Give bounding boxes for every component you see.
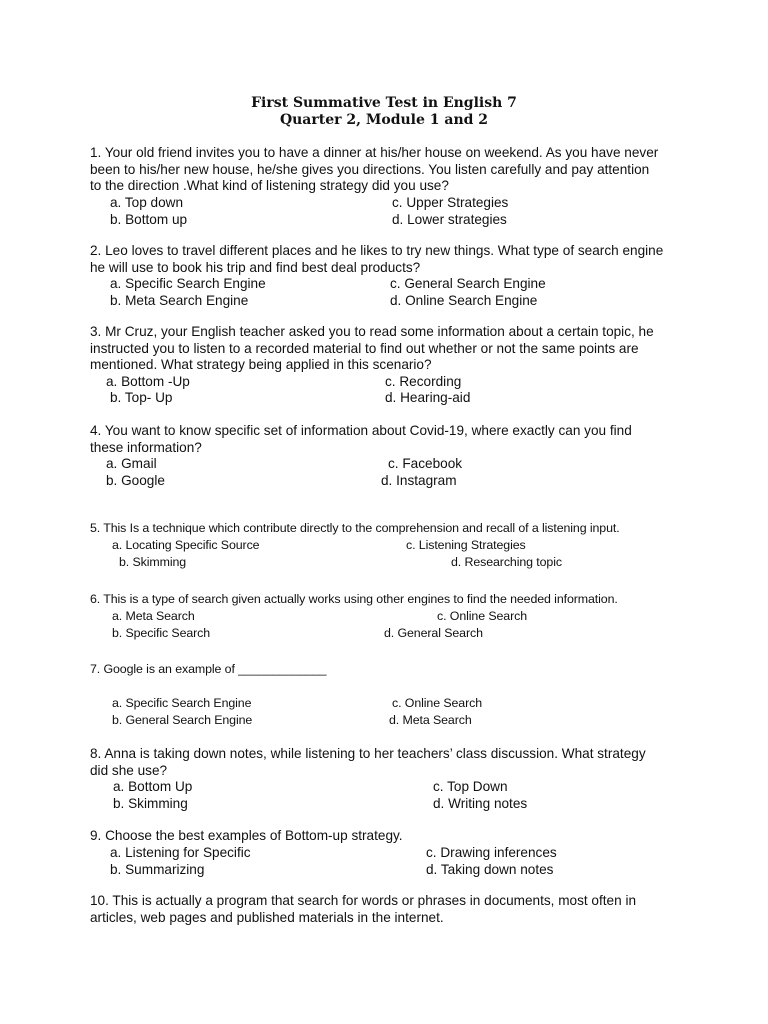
question-4 xyxy=(90,423,690,490)
question-stem-line: 5. This Is a technique which contribute directly to the comprehension and recall of a listening input. xyxy=(90,521,620,535)
option-c: c. Online Search xyxy=(392,695,482,710)
option-a: a. Locating Specific Source xyxy=(112,537,260,552)
page-title: First Summative Test in English 7 xyxy=(251,95,517,111)
options xyxy=(90,195,690,229)
option-a: a. Specific Search Engine xyxy=(112,695,252,710)
question-stem-line: these information? xyxy=(90,439,202,455)
question-7 xyxy=(90,661,690,729)
option-c: c. Drawing inferences xyxy=(426,844,557,860)
option-a: a. Bottom Up xyxy=(113,779,193,794)
options xyxy=(90,374,690,408)
question-10 xyxy=(90,893,690,926)
question-stem-line: 8. Anna is taking down notes, while listening to her teachers’ class discussion. What strategy xyxy=(90,746,646,761)
question-stem-line: instructed you to listen to a recorded material to find out whether or not the same points are xyxy=(90,340,639,356)
options xyxy=(90,456,690,490)
option-d: d. Lower strategies xyxy=(392,211,507,227)
question-stem-line: articles, web pages and published materials in the internet. xyxy=(90,909,444,925)
option-b: b. Top- Up xyxy=(110,389,173,405)
option-d: d. Instagram xyxy=(381,473,457,488)
options xyxy=(90,537,690,571)
question-2 xyxy=(90,243,690,310)
option-b: b. Specific Search xyxy=(112,625,211,640)
option-b: b. Bottom up xyxy=(110,211,188,227)
option-a: a. Bottom -Up xyxy=(106,373,190,389)
question-stem-line: 3. Mr Cruz, your English teacher asked you to read some information about a certain topic, he xyxy=(90,324,654,339)
question-stem-line: 2. Leo loves to travel different places and he likes to try new things. What type of search engine xyxy=(90,243,664,258)
question-5 xyxy=(90,520,690,571)
option-d: d. Writing notes xyxy=(433,796,528,811)
question-stem-line: 6. This is a type of search given actually works using other engines to find the needed information. xyxy=(90,592,618,606)
option-b: b. Summarizing xyxy=(110,861,205,877)
option-b: b. Skimming xyxy=(113,796,188,811)
option-b: b. General Search Engine xyxy=(112,712,253,727)
option-b: b. Meta Search Engine xyxy=(110,293,249,308)
question-stem-line: 4. You want to know specific set of information about Covid-19, where exactly can you find xyxy=(90,423,632,438)
question-stem-line: 9. Choose the best examples of Bottom-up strategy. xyxy=(90,828,403,843)
question-stem-line: 7. Google is an example of _____________ xyxy=(90,662,327,676)
options xyxy=(90,845,690,879)
option-d: d. General Search xyxy=(384,625,483,640)
question-stem-line: to the direction .What kind of listening strategy did you use? xyxy=(90,178,449,193)
option-b: b. Google xyxy=(106,473,165,488)
question-9 xyxy=(90,828,690,879)
question-8 xyxy=(90,746,690,813)
question-stem-line: been to his/her new house, he/she gives you directions. You listen carefully and pay attention xyxy=(90,161,650,177)
option-d: d. Researching topic xyxy=(451,554,562,569)
option-a: a. Specific Search Engine xyxy=(110,276,266,291)
option-c: c. Upper Strategies xyxy=(392,194,509,210)
option-c: c. Top Down xyxy=(433,779,508,794)
options xyxy=(90,695,690,729)
option-c: c. Online Search xyxy=(437,608,527,623)
question-stem-line: mentioned. What strategy being applied in this scenario? xyxy=(90,357,432,372)
question-stem-line: 1. Your old friend invites you to have a dinner at his/her house on weekend. As you have never xyxy=(90,145,659,160)
options xyxy=(90,276,690,310)
option-a: a. Meta Search xyxy=(112,608,195,623)
option-a: a. Gmail xyxy=(106,456,157,471)
options xyxy=(90,779,690,813)
options xyxy=(90,608,690,642)
option-c: c. Facebook xyxy=(388,456,463,471)
question-3 xyxy=(90,324,690,408)
question-stem-line: 10. This is actually a program that search for words or phrases in documents, most often in xyxy=(90,893,637,908)
question-1 xyxy=(90,145,690,229)
question-6 xyxy=(90,591,690,642)
option-a: a. Listening for Specific xyxy=(110,844,251,860)
option-c: c. Recording xyxy=(385,373,462,389)
option-d: d. Online Search Engine xyxy=(390,293,538,308)
page-subtitle: Quarter 2, Module 1 and 2 xyxy=(279,112,489,128)
question-stem-line: he will use to book his trip and find best deal products? xyxy=(90,259,421,275)
option-c: c. Listening Strategies xyxy=(406,537,526,552)
option-d: d. Meta Search xyxy=(389,712,472,727)
question-stem-line: did she use? xyxy=(90,762,168,778)
option-d: d. Taking down notes xyxy=(426,861,554,877)
option-c: c. General Search Engine xyxy=(390,276,546,291)
option-d: d. Hearing-aid xyxy=(385,389,471,405)
option-a: a. Top down xyxy=(110,194,184,210)
option-b: b. Skimming xyxy=(119,554,187,569)
